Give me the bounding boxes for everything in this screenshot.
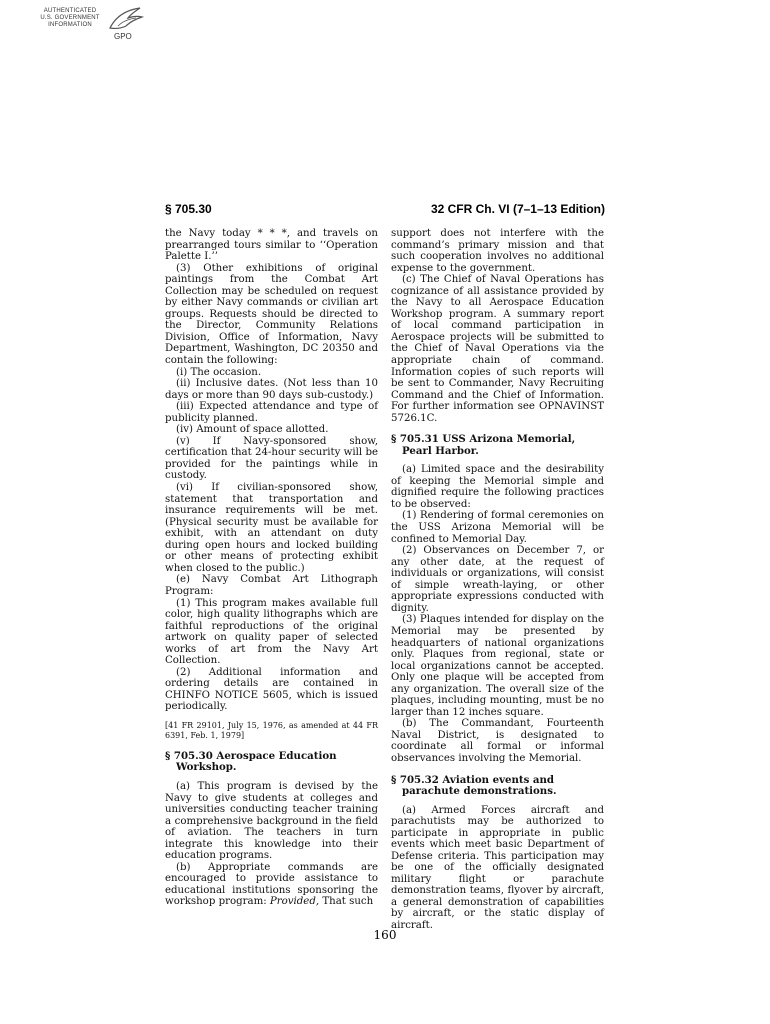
- paragraph: (3) Other exhibitions of original paintings from the Combat Art Collection may be scheduled on request by either Navy commands or civilian art groups. Requests should be directed to the Director, Community Relations Division, Office of Information, Navy Department, Washington, DC 20350 and contain the following:: [165, 262, 378, 367]
- page-number: 160: [373, 928, 397, 942]
- paragraph: (vi) If civilian-sponsored show, statement that transportation and insurance requirements will be met. (Physical security must be available for exhibit, with an attendant on duty during open hours and locked building or other means of protecting exhibit when closed to the public.): [165, 482, 378, 574]
- section-heading: § 705.30 Aerospace Education Workshop.: [165, 749, 337, 774]
- paragraph: the Navy today * * *, and travels on prearranged tours similar to ‘‘Operation Palette I.’’: [165, 228, 378, 263]
- seal-text: [20, 8, 120, 29]
- paragraph: (1) Rendering of formal ceremonies on the USS Arizona Memorial will be confined to Memorial Day.: [391, 510, 604, 545]
- paragraph: (v) If Navy-sponsored show, certification that 24-hour security will be provided for the paintings while in custody.: [165, 435, 378, 482]
- italic-term: Provided,: [269, 896, 320, 908]
- seal-line: U.S. GOVERNMENT: [40, 15, 100, 21]
- seal-line: AUTHENTICATED: [43, 8, 97, 14]
- paragraph: (1) This program makes available full color, high quality lithographs which are faithful reproductions of the original artwork on quality paper of selected works of art from the Navy Art Collection.: [165, 597, 378, 667]
- left-column: [165, 228, 378, 908]
- paragraph: (2) Observances on December 7, or any other date, at the request of individuals or organizations, will consist of simple wreath-laying, or other appropriate expressions conducted with dignity.: [391, 545, 604, 614]
- source-citation: [41 FR 29101, July 15, 1976, as amended at 44 FR 6391, Feb. 1, 1979]: [165, 720, 378, 740]
- right-column: [391, 228, 604, 932]
- paragraph: (i) The occasion.: [176, 366, 262, 378]
- paragraph: (2) Additional information and ordering details are contained in CHINFO NOTICE 5605, which is issued periodically.: [165, 666, 378, 713]
- header-title: 32 CFR Ch. VI (7–1–13 Edition): [430, 202, 605, 216]
- paragraph: (a) Limited space and the desirability of keeping the Memorial simple and dignified require the following practices to be observed:: [391, 464, 604, 510]
- paragraph: [165, 862, 378, 908]
- paragraph: (iv) Amount of space allotted.: [176, 424, 329, 436]
- paragraph: support does not interfere with the command’s primary mission and that such cooperation involves no additional expense to the government.: [391, 228, 604, 274]
- eagle-logo-icon: [106, 6, 146, 34]
- section-heading: § 705.32 Aviation events and parachute demonstrations.: [391, 773, 557, 798]
- paragraph: (a) Armed Forces aircraft and parachutists may be authorized to participate in appropriate in public events which meet basic Department of Defense criteria. This participation may be one of the officially designated military flight or parachute demonstration teams, flyover by aircraft, a general demonstration of capabilities by aircraft, or the static display of aircraft.: [391, 804, 604, 931]
- running-header: [165, 202, 605, 220]
- paragraph: (ii) Inclusive dates. (Not less than 10 days or more than 90 days sub-custody.): [165, 378, 378, 401]
- paragraph: (iii) Expected attendance and type of publicity planned.: [165, 401, 378, 424]
- gpo-authentication-seal: [20, 6, 140, 48]
- paragraph: (3) Plaques intended for display on the Memorial may be presented by headquarters of national organizations only. Plaques from regional, state or local organizations cannot be accepted. Only one plaque will be accepted from any organization. The overall size of the plaques, including mounting, must be no larger than 12 inches square.: [391, 614, 604, 718]
- paragraph: (c) The Chief of Naval Operations has cognizance of all assistance provided by the Navy to all Aerospace Education Workshop program. A summary report of local command participation in Aerospace projects will be submitted to the Chief of Naval Operations via the appropriate chain of command. Information copies of such reports will be sent to Commander, Navy Recruiting Command and the Chief of Information. For further information see OPNAVINST 5726.1C.: [391, 274, 604, 424]
- paragraph-text: (b) Appropriate commands are encouraged to provide assistance to educational institutions sponsoring the workshop program:: [165, 861, 378, 908]
- seal-line: INFORMATION: [48, 22, 92, 28]
- paragraph-text: That such: [319, 896, 374, 908]
- section-heading: § 705.31 USS Arizona Memorial, Pearl Harbor.: [391, 433, 576, 457]
- paragraph: (a) This program is devised by the Navy to give students at colleges and universities conducting teacher training a comprehensive background in the field of aviation. The teachers in turn integrate this knowledge into their education programs.: [165, 780, 378, 862]
- paragraph: (e) Navy Combat Art Lithograph Program:: [165, 574, 378, 597]
- paragraph: (b) The Commandant, Fourteenth Naval District, is designated to coordinate all formal or informal observances involving the Memorial.: [391, 718, 604, 764]
- header-section-number: § 705.30: [165, 202, 212, 216]
- gpo-mark: GPO: [114, 32, 132, 41]
